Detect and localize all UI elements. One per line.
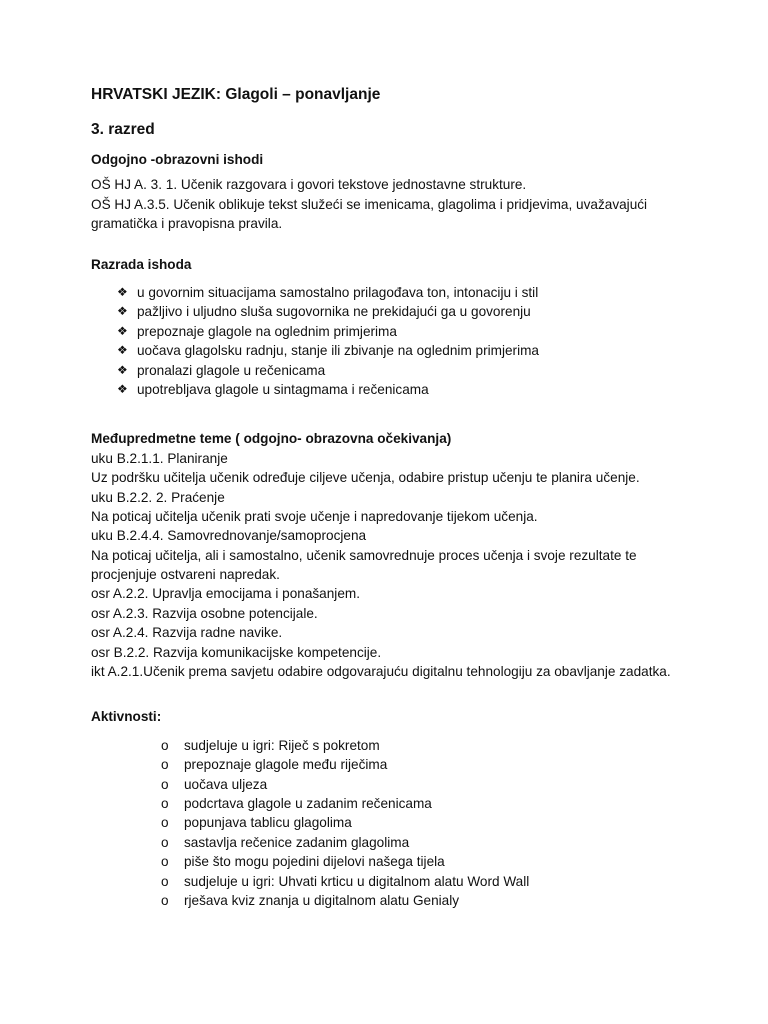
bullet-icon: ❖	[117, 362, 128, 377]
activity-item	[161, 891, 691, 910]
activity-item-text: prepoznaje glagole među riječima	[184, 757, 388, 773]
cross-line: Na poticaj učitelja, ali i samostalno, učenik samovrednuje proces učenja i svoje rezultate te procjenjuje ostvareni napredak.	[91, 547, 637, 583]
grade-heading: 3. razred	[91, 121, 155, 138]
bullet-icon: ❖	[117, 284, 128, 299]
activity-item-text: popunjava tablicu glagolima	[184, 815, 352, 831]
bullet-icon: ❖	[117, 343, 128, 358]
activity-item-text: sudjeluje u igri: Uhvati krticu u digitalnom alatu Word Wall	[184, 873, 530, 889]
elaboration-list	[91, 283, 691, 399]
elaboration-item	[117, 361, 691, 380]
activity-item-text: sastavlja rečenice zadanim glagolima	[184, 834, 410, 850]
cross-line: osr A.2.3. Razvija osobne potencijale.	[91, 605, 318, 621]
activity-item	[161, 872, 691, 891]
elaboration-item-text: prepoznaje glagole na oglednim primjerima	[137, 323, 397, 339]
activities-heading: Aktivnosti:	[91, 709, 162, 725]
cross-line: uku B.2.2. 2. Praćenje	[91, 489, 225, 505]
cross-line: osr A.2.2. Upravlja emocijama i ponašanjem.	[91, 586, 360, 602]
bullet-icon: o	[161, 834, 169, 850]
activity-item	[161, 755, 691, 774]
activity-item-text: uočava uljeza	[184, 776, 268, 792]
activity-item-text: sudjeluje u igri: Riječ s pokretom	[184, 737, 380, 753]
outcomes-text	[91, 175, 691, 233]
bullet-icon: o	[161, 737, 169, 753]
cross-line: osr A.2.4. Razvija radne navike.	[91, 625, 283, 641]
activity-item	[161, 813, 691, 832]
outcome-line: OŠ HJ A. 3. 1. Učenik razgovara i govori tekstove jednostavne strukture.	[91, 177, 527, 193]
elaboration-item-text: uočava glagolsku radnju, stanje ili zbivanje na oglednim primjerima	[137, 343, 539, 359]
activity-item-text: piše što mogu pojedini dijelovi našega tijela	[184, 854, 445, 870]
activity-item-text: rješava kviz znanja u digitalnom alatu Genialy	[184, 892, 460, 908]
bullet-icon: ❖	[117, 381, 128, 396]
activity-item	[161, 736, 691, 755]
elaboration-item-text: u govornim situacijama samostalno prilagođava ton, intonaciju i stil	[137, 284, 539, 300]
activity-item	[161, 833, 691, 852]
cross-line: Na poticaj učitelja učenik prati svoje učenje i napredovanje tijekom učenja.	[91, 508, 538, 524]
activities-list	[91, 736, 691, 911]
outcomes-heading: Odgojno -obrazovni ishodi	[91, 152, 264, 167]
bullet-icon: o	[161, 892, 169, 908]
activity-item-text: podcrtava glagole u zadanim rečenicama	[184, 796, 432, 812]
document-page	[91, 86, 691, 910]
cross-line: ikt A.2.1.Učenik prema savjetu odabire odgovarajuću digitalnu tehnologiju za obavljanje zadatka.	[91, 664, 671, 680]
elaboration-item	[117, 322, 691, 341]
cross-line: uku B.2.1.1. Planiranje	[91, 450, 228, 466]
bullet-icon: o	[161, 776, 169, 792]
bullet-icon: o	[161, 796, 169, 812]
outcome-line: OŠ HJ A.3.5. Učenik oblikuje tekst služeći se imenicama, glagolima i pridjevima, uvažavajući gramatička i pravopisna pravila.	[91, 196, 648, 232]
elaboration-item	[117, 341, 691, 360]
cross-line: Uz podršku učitelja učenik određuje ciljeve učenja, odabire pristup učenju te planira učenje.	[91, 470, 640, 486]
cross-curricular-heading: Međupredmetne teme ( odgojno- obrazovna očekivanja)	[91, 431, 452, 447]
activity-item	[161, 794, 691, 813]
elaboration-item	[117, 302, 691, 321]
cross-curricular-text	[91, 449, 691, 682]
bullet-icon: o	[161, 854, 169, 870]
bullet-icon: o	[161, 815, 169, 831]
cross-line: uku B.2.4.4. Samovrednovanje/samoprocjena	[91, 528, 367, 544]
elaboration-item	[117, 283, 691, 302]
document-title: HRVATSKI JEZIK: Glagoli – ponavljanje	[91, 86, 381, 103]
bullet-icon: o	[161, 757, 169, 773]
elaboration-heading: Razrada ishoda	[91, 256, 192, 272]
elaboration-item-text: pronalazi glagole u rečenicama	[137, 362, 326, 378]
activity-item	[161, 775, 691, 794]
bullet-icon: ❖	[117, 304, 128, 319]
activity-item	[161, 852, 691, 871]
elaboration-item-text: upotrebljava glagole u sintagmama i rečenicama	[137, 381, 429, 397]
cross-line: osr B.2.2. Razvija komunikacijske kompetencije.	[91, 644, 382, 660]
bullet-icon: o	[161, 873, 169, 889]
elaboration-item-text: pažljivo i uljudno sluša sugovornika ne prekidajući ga u govorenju	[137, 304, 531, 320]
elaboration-item	[117, 380, 691, 399]
bullet-icon: ❖	[117, 323, 128, 338]
